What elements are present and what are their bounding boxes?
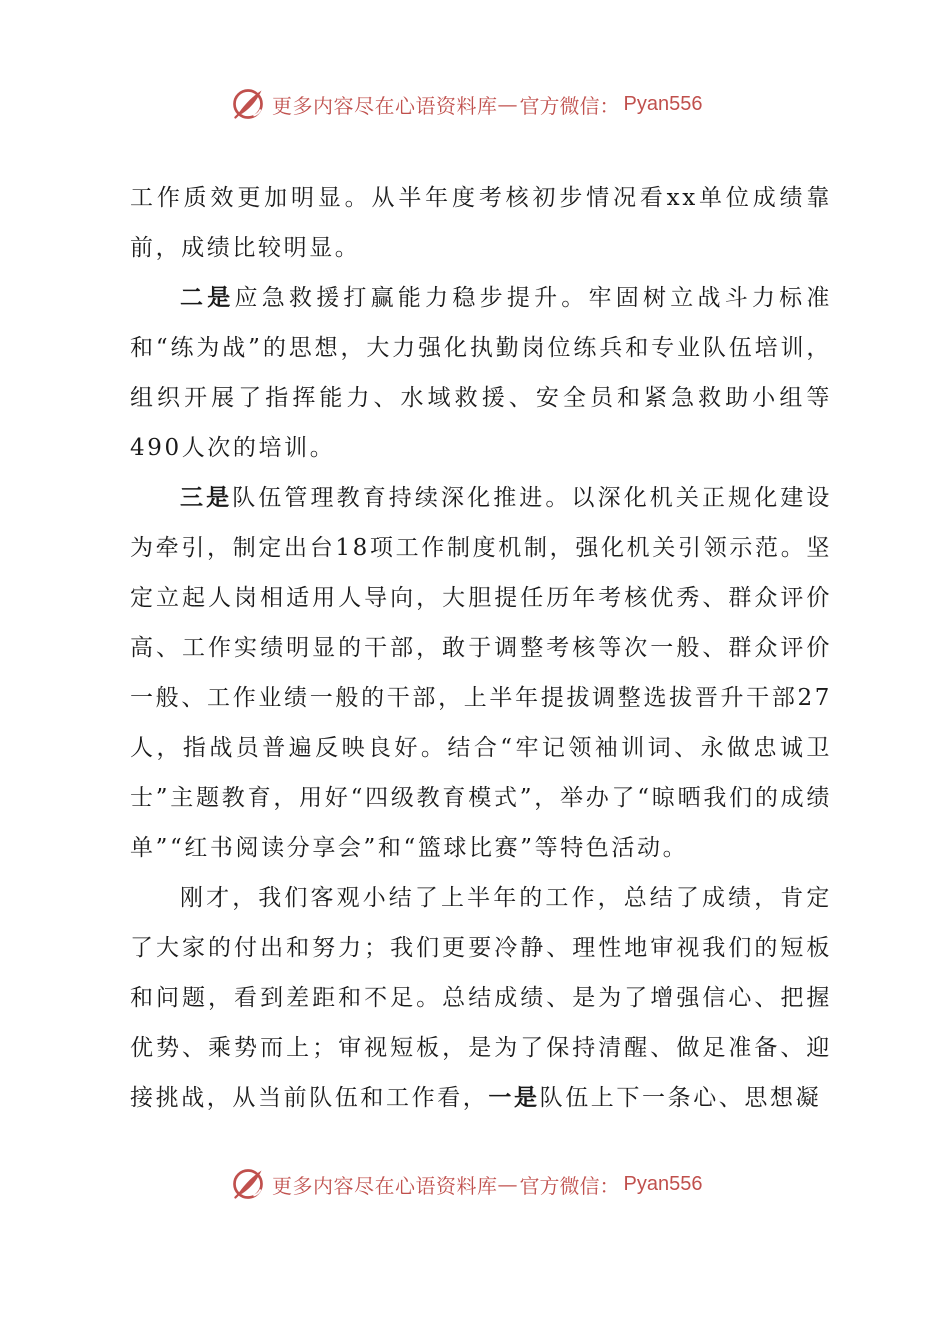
header-banner — [230, 84, 702, 124]
paragraph-4-text-before: 刚才，我们客观小结了上半年的工作，总结了成绩，肯定了大家的付出和努力；我们更要冷静、理性地审视我们的短板和问题，看到差距和不足。总结成绩、是为了增强信心、把握优势、乘势而上；审视短板，是为了保持清醒、做足准备、迎接挑战，从当前队伍和工作看， — [130, 885, 832, 1111]
banner-main-text: 更多内容尽在心语资料库 — [272, 93, 498, 118]
quill-logo-icon — [230, 86, 266, 122]
paragraph-3-text: 队伍管理教育持续深化推进。以深化机关正规化建设为牵引，制定出台18项工作制度机制，强化机关引领示范。坚定立起人岗相适用人导向，大胆提任历年考核优秀、群众评价高、工作实绩明显的干部，敢于调整考核等次一般、群众评价一般、工作业绩一般的干部，上半年提拔调整选拔晋升干部27人，指战员普遍反映良好。结合“牢记领袖训词、永做忠诚卫士”主题教育，用好“四级教育模式”，举办了“晾晒我们的成绩单”“红书阅读分享会”和“篮球比赛”等特色活动。 — [130, 485, 832, 861]
paragraph-4 — [130, 873, 832, 1123]
banner-main-text: 更多内容尽在心语资料库 — [272, 1173, 498, 1198]
document-body — [130, 173, 832, 1123]
paragraph-1-text: 工作质效更加明显。从半年度考核初步情况看xx单位成绩靠前，成绩比较明显。 — [130, 185, 832, 261]
paragraph-3-lead: 三是 — [180, 484, 233, 511]
paragraph-2-lead: 二是 — [180, 284, 235, 311]
paragraph-4-lead: 一是 — [488, 1084, 540, 1111]
paragraph-1 — [130, 173, 832, 273]
banner-wechat-label: 官方微信： — [519, 1173, 620, 1198]
banner-separator: — — [497, 92, 518, 116]
paragraph-3 — [130, 473, 832, 873]
banner-wechat-handle: Pyan556 — [623, 1172, 703, 1195]
banner-wechat-label: 官方微信： — [519, 93, 620, 118]
paragraph-4-text-after: 队伍上下一条心、思想凝 — [539, 1085, 822, 1111]
quill-logo-icon — [230, 1166, 266, 1202]
footer-banner — [230, 1164, 702, 1204]
paragraph-2-text: 应急救援打赢能力稳步提升。牢固树立战斗力标准和“练为战”的思想，大力强化执勤岗位练兵和专业队伍培训，组织开展了指挥能力、水域救援、安全员和紧急救助小组等490人次的培训。 — [130, 285, 833, 461]
paragraph-2 — [130, 273, 832, 473]
banner-separator: — — [497, 1172, 518, 1196]
banner-wechat-handle: Pyan556 — [623, 92, 703, 115]
